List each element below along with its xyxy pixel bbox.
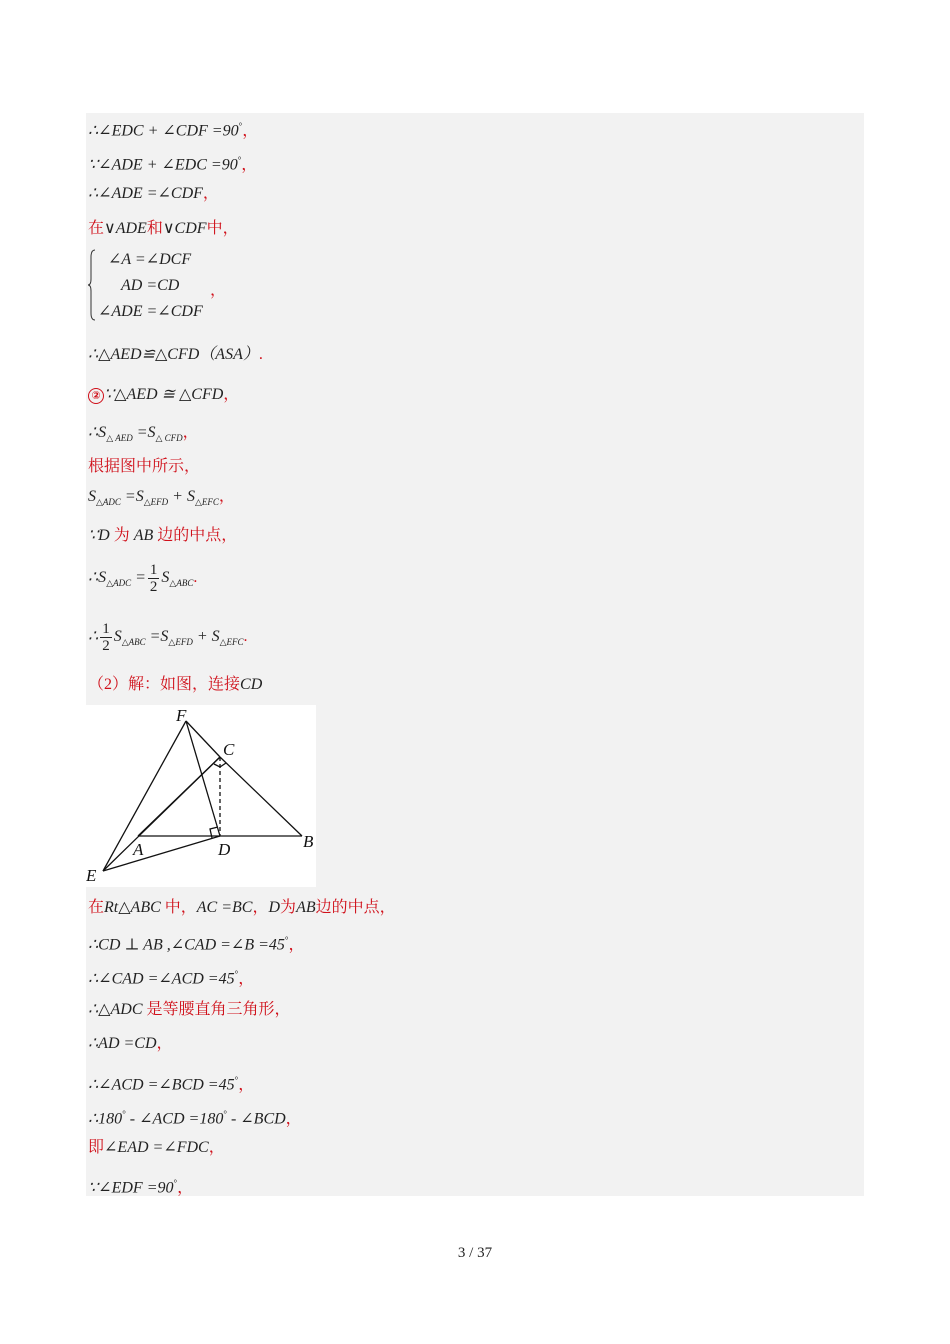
text: 为 [280,899,297,916]
math-expr: =S [132,424,156,441]
punct: ， [156,1035,173,1052]
text: ， [252,899,269,916]
label-D: D [218,840,231,859]
math-expr: ∴△ADC [88,1001,143,1018]
degree-sign: ° [122,1109,126,1119]
punct: ， [177,1179,194,1197]
math-expr: S [113,628,122,645]
page-number: 3 / 37 [457,1245,493,1261]
segment-EF [103,721,186,871]
text: 中， [206,220,239,237]
label-C: C [223,740,235,759]
math-expr: ∴S [88,424,107,441]
math-expr: ∴∠EDC + ∠CDF =90 [88,122,239,140]
text: 是等腰直角三角形， [142,1001,291,1018]
subscript: △ABC [121,637,146,647]
math-expr: ∵∠ADE + ∠EDC =90 [88,156,238,174]
math-expr: ∴ [88,628,99,645]
math-expr: ∴S [88,569,107,586]
math-expr: + S [168,488,195,505]
math-expr: CD [240,676,263,693]
punct: ， [208,1139,225,1156]
punct: . [193,569,198,586]
condition-2: AD =CD [121,277,180,294]
numerator: 1 [149,561,158,578]
subscript: △ CFD [155,433,183,443]
text: 在 [88,220,105,237]
math-expr: ∴CD ⊥ AB ,∠CAD =∠B =45 [88,936,285,954]
proof-line-10 [88,526,237,546]
degree-sign: ° [173,1178,178,1188]
degree-sign: ° [234,969,239,979]
proof-line-1 [88,116,258,141]
segment-CB [220,757,302,836]
punct: ， [285,1110,302,1128]
math-expr: AB [296,899,316,916]
proof-line-19 [88,1070,254,1095]
proof-line-3 [88,184,219,204]
punct: ， [218,488,235,505]
subscript: △EFC [219,637,244,647]
degree-sign: ° [234,1075,239,1085]
text: 边的中点， [315,899,396,916]
math-expr: - ∠ACD =180 [125,1110,224,1128]
degree-sign: ° [284,935,289,945]
punct: ， [241,156,258,174]
congruence-conditions [88,247,228,327]
math-expr: Rt△ABC [104,899,161,916]
degree-sign: ° [238,121,243,131]
left-brace-icon [88,249,96,321]
subscript: △EFD [143,497,169,507]
math-expr: ∠EAD =∠FDC [104,1139,209,1156]
proof-line-20 [88,1104,302,1129]
circled-number: ② [88,388,104,404]
math-expr: =S [145,628,169,645]
label-E: E [86,866,97,885]
math-expr: ∴△AED≌△CFD（ASA） [88,346,259,363]
math-expr: ∨ADE [104,220,147,237]
label-B: B [303,832,314,851]
math-expr: AC =BC [196,899,253,916]
proof-line-17 [88,1000,291,1020]
math-expr: + S [192,628,220,645]
proof-line-6 [88,385,239,405]
math-expr: S [161,569,170,586]
text: 根据图中所示， [88,458,201,475]
math-expr: D [268,899,281,916]
proof-line-5 [88,345,263,365]
proof-line-4 [88,219,239,239]
proof-line-12 [88,617,248,662]
proof-line-9 [88,487,235,512]
math-expr: ∴∠ADE =∠CDF [88,185,203,202]
punct: ， [288,936,305,954]
punct: ， [238,970,255,988]
fraction-one-half [100,621,112,654]
proof-line-15 [88,930,305,955]
fraction-one-half [148,562,160,595]
punct: ， [242,122,259,140]
denominator: 2 [149,578,158,595]
proof-line-7 [88,423,199,448]
text: 即 [88,1139,105,1156]
proof-line-22 [88,1173,193,1198]
degree-sign: ° [237,155,242,165]
condition-3: ∠ADE =∠CDF [98,303,203,320]
text: 边的中点， [153,527,238,544]
math-expr: AB [133,527,154,544]
subscript: △EFD [168,637,193,647]
subscript: △ABC [169,578,194,588]
text: 在 [88,899,105,916]
punct: . [243,628,248,645]
text: 和 [146,220,163,237]
punct: ， [223,386,240,403]
proof-line-16 [88,964,254,989]
proof-line-8 [88,457,200,477]
math-expr: S [88,488,96,505]
proof-line-11 [88,558,197,603]
label-A: A [133,840,144,859]
punct: . [258,346,263,363]
text: （2）解：如图，连接 [88,676,241,693]
math-expr: =S [120,488,144,505]
math-expr: ∴∠ACD =∠BCD =45 [88,1076,235,1094]
math-expr: ∵△AED ≅ △CFD [104,386,224,403]
subscript: △ADC [106,578,132,588]
geometry-figure [86,705,316,887]
text: 为 [109,527,134,544]
text: 中， [160,899,197,916]
math-expr: ∴∠CAD =∠ACD =45 [88,970,235,988]
math-expr: - ∠BCD [226,1110,286,1128]
math-expr: ∴AD =CD [88,1035,157,1052]
condition-1: ∠A =∠DCF [108,251,192,268]
proof-line-2 [88,150,257,175]
punct: ， [202,185,219,202]
subscript: △ AED [106,433,133,443]
subscript: △EFC [194,497,219,507]
math-expr: ∵∠EDF =90 [88,1179,174,1197]
punct: ， [182,424,199,441]
denominator: 2 [102,637,110,654]
proof-line-13 [88,675,262,695]
math-expr: ∵D [88,527,110,544]
proof-line-21 [88,1138,225,1158]
proof-line-14 [88,898,396,918]
label-F: F [176,706,187,725]
proof-line-18 [88,1034,173,1054]
degree-sign: ° [223,1109,227,1119]
math-expr: = [131,569,146,586]
math-expr: ∨CDF [162,220,207,237]
triangle-diagram [86,705,316,887]
numerator: 1 [102,620,110,637]
subscript: △ADC [96,497,121,507]
punct: ， [210,282,227,299]
math-expr: ∴180 [88,1110,123,1128]
punct: ， [238,1076,255,1094]
